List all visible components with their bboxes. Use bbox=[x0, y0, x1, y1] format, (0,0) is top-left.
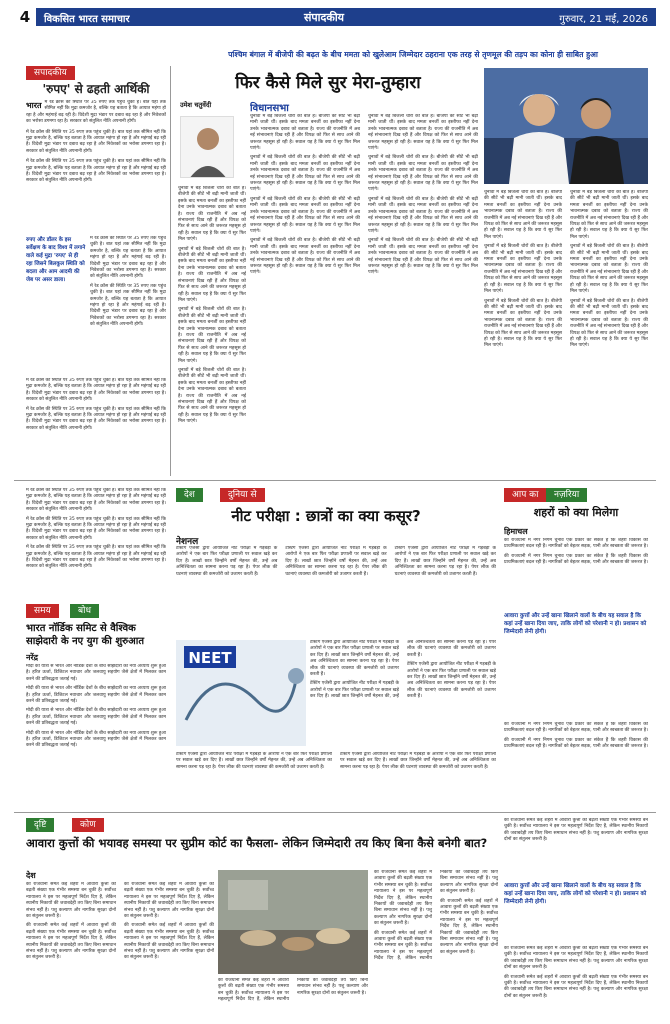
editorial-body-filler: में रेड क्रॉस की स्थिति पर 35 रुपए तक पहुंच चुकी है। बात यहां तक सीमित नहीं कि मुद्रा कमजोर है, बल्कि यह बताता है कि आयात महंगा हो रहा है और महंगाई बढ़ रही है। विदेशी मुद्रा भंडार पर दबाव बढ़ रहा है और निवेशकों का भरोसा डगमगा रहा है। सरकार को संतुलित नीति अपनानी होगी। bbox=[26, 129, 166, 154]
horizontal-rule-2 bbox=[14, 812, 656, 813]
editorial-bottom-text: में रेड क्रॉस की स्थिति पर 35 रुपए तक पहुंच चुकी है। बात यहां तक सीमित नहीं कि मुद्रा कमजोर है, बल्कि यह बताता है कि आयात महंगा हो रहा है और महंगाई बढ़ रही है। विदेशी मुद्रा भंडार पर दबाव बढ़ रहा है और निवेशकों का भरोसा डगमगा रहा है। सरकार को संतुलित नीति अपनानी होगी। में रेड क्रॉस की स्थिति पर 35 रुपए तक पहुंच चुकी है। बात यहां तक सीमित नहीं कि मुद्रा कमजोर है, बल्कि यह बताता है कि आयात महंगा हो रहा है और महंगाई बढ़ रही है। विदेशी मुद्रा भंडार पर दबाव बढ़ रहा है और निवेशकों का भरोसा डगमगा रहा है। सरकार को संतुलित नीति अपनानी होगी। bbox=[26, 378, 166, 431]
editorial-section-label: सपादकीय bbox=[26, 66, 75, 80]
author-photo bbox=[180, 116, 234, 178]
author-name: उमेश चतुर्वेदी bbox=[180, 101, 212, 109]
editorial-body-block bbox=[26, 100, 166, 233]
editorial-pull-quote: रुपए और डॉलर के इस सर्वेक्षण के बाद विश्व में लगाने वाले कई मुद्रा 'रुपए' से ही रहा जिसने बिलकुल स्थिति को बदला और आम आदमी की जेब पर असर डाला। bbox=[26, 237, 86, 283]
dogs-photo bbox=[218, 870, 368, 974]
editorial-body-filler-2: में रेड क्रॉस की स्थिति पर 35 रुपए तक पहुंच चुकी है। बात यहां तक सीमित नहीं कि मुद्रा कमजोर है, बल्कि यह बताता है कि आयात महंगा हो रहा है और महंगाई बढ़ रही है। विदेशी मुद्रा भंडार पर दबाव बढ़ रहा है और निवेशकों का भरोसा डगमगा रहा है। सरकार को संतुलित नीति अपनानी होगी। bbox=[26, 159, 166, 184]
neet-body-bottom: टेस्टिंग एजेंसी द्वारा आयोजित नीट परीक्षा में गड़बड़ी के आरोपों ने एक बार फिर परीक्षा प्रणाली पर सवाल खड़े कर दिए हैं। लाखों छात्र जिन्होंने वर्षों मेहनत की, उन्हें अब अनिश्चितता का सामना करना पड़ रहा है। पेपर लीक की घटनाएं व्यवस्था की कमजोरी को उजागर करती हैं। टेस्टिंग एजेंसी द्वारा आयोजित नीट परीक्षा में गड़बड़ी के आरोपों ने एक बार फिर परीक्षा प्रणाली पर सवाल खड़े कर दिए हैं। लाखों छात्र जिन्होंने वर्षों मेहनत की, उन्हें अब अनिश्चितता का सामना करना पड़ रहा है। पेपर लीक की घटनाएं व्यवस्था की कमजोरी को उजागर करती हैं। टेस्टिंग एजेंसी द्वारा आयोजित नीट परीक्षा में गड़बड़ी के आरोपों ने एक बार फिर परीक्षा प्रणाली पर सवाल खड़े कर दिए हैं। लाखों छात्र जिन्होंने वर्षों मेहनत की, उन्हें अब अनिश्चितता का सामना करना पड़ रहा है। पेपर लीक की घटनाएं व्यवस्था की कमजोरी को उजागर करती हैं। bbox=[310, 640, 496, 700]
page-number: 4 bbox=[14, 8, 36, 26]
nordic-dropcap: नरेंद्र bbox=[26, 653, 38, 662]
city-title: शहरों को क्या मिलेगा bbox=[533, 506, 619, 519]
neet-photo bbox=[176, 640, 306, 746]
nordic-body: मोदी की यात्रा से भारत और नॉर्डिक देशों के बीच साझेदारी का नया अध्याय शुरू हुआ है। हरित ऊर्जा, डिजिटल नवाचार और जलवायु सहयोग जैसे क्षेत्रों में मिलकर काम करने की प्रतिबद्धता जताई गई। मोदी की यात्रा से भारत और नॉर्डिक देशों के बीच साझेदारी का नया अध्याय शुरू हुआ है। हरित ऊर्जा, डिजिटल नवाचार और जलवायु सहयोग जैसे क्षेत्रों में मिलकर काम करने की प्रतिबद्धता जताई गई। मोदी की यात्रा से भारत और नॉर्डिक देशों के बीच साझेदारी का नया अध्याय शुरू हुआ है। हरित ऊर्जा, डिजिटल नवाचार और जलवायु सहयोग जैसे क्षेत्रों में मिलकर काम करने की प्रतिबद्धता जताई गई। मोदी की यात्रा से भारत और नॉर्डिक देशों के बीच साझेदारी का नया अध्याय शुरू हुआ है। हरित ऊर्जा, डिजिटल नवाचार और जलवायु सहयोग जैसे क्षेत्रों में मिलकर काम करने की प्रतिबद्धता जताई गई। bbox=[26, 664, 166, 749]
city-section-label: आप का bbox=[504, 488, 546, 502]
author-portrait-icon bbox=[181, 117, 234, 178]
horizontal-rule bbox=[14, 480, 656, 481]
dogs-section-label: दृष्टि bbox=[26, 818, 54, 832]
editorial-body: में रेड क्रॉस की स्थिति पर 35 रुपए तक पहुंच चुकी है। बात यहां तक सीमित नहीं कि मुद्रा कमजोर है, बल्कि यह बताता है कि आयात महंगा हो रहा है और महंगाई बढ़ रही है। विदेशी मुद्रा भंडार पर दबाव बढ़ रहा है और निवेशकों का भरोसा डगमगा रहा है। सरकार को संतुलित नीति अपनानी होगी। bbox=[26, 100, 166, 125]
banner-right-columns: चुनावों में बड़े बिजली चोरों की बात है। बीजेपी की सीटें भी बढ़ी मानी जाती थीं। इसके बाद ममता बनर्जी का इस्तीफा नहीं देना उनके भावनात्मक दबाव को बताता है। राज्य की राजनीति में अब नई संभावनाएं दिख रही हैं और विपक्ष को फिर से साथ आने की जरूरत महसूस हो रही है। सवाल यह है कि क्या ये सुर फिर मिल पाएंगे। चुनावों में बड़े बिजली चोरों की बात है। बीजेपी की सीटें भी बढ़ी मानी जाती थीं। इसके बाद ममता बनर्जी का इस्तीफा नहीं देना उनके भावनात्मक दबाव को बताता है। राज्य की राजनीति में अब नई संभावनाएं दिख रही हैं और विपक्ष को फिर से साथ आने की जरूरत महसूस हो रही है। सवाल यह है कि क्या ये सुर फिर मिल पाएंगे। चुनावों में बड़े बिजली चोरों की बात है। बीजेपी की सीटें भी बढ़ी मानी जाती थीं। इसके बाद ममता बनर्जी का इस्तीफा नहीं देना उनके भावनात्मक दबाव को बताता है। राज्य की राजनीति में अब नई संभावनाएं दिख रही हैं और विपक्ष को फिर से साथ आने की जरूरत महसूस हो रही है। सवाल यह है कि क्या ये सुर फिर मिल पाएंगे। चुनावों में बड़े बिजली चोरों की बात है। बीजेपी की सीटें भी बढ़ी मानी जाती थीं। इसके बाद ममता बनर्जी का इस्तीफा नहीं देना उनके भावनात्मक दबाव को बताता है। राज्य की राजनीति में अब नई संभावनाएं दिख रही हैं और विपक्ष को फिर से साथ आने की जरूरत महसूस हो रही है। सवाल यह है कि क्या ये सुर फिर मिल पाएंगे। चुनावों में बड़े बिजली चोरों की बात है। बीजेपी की सीटें भी बढ़ी मानी जाती थीं। इसके बाद ममता बनर्जी का इस्तीफा नहीं देना उनके भावनात्मक दबाव को बताता है। राज्य की राजनीति में अब नई संभावनाएं दिख रही हैं और विपक्ष को फिर से साथ आने की जरूरत महसूस हो रही है। सवाल यह है कि क्या ये सुर फिर मिल पाएंगे। चुनावों में बड़े बिजली चोरों की बात है। बीजेपी की सीटें भी बढ़ी मानी जाती थीं। इसके बाद ममता बनर्जी का इस्तीफा नहीं देना उनके भावनात्मक दबाव को बताता है। राज्य की राजनीति में अब नई संभावनाएं दिख रही हैं और विपक्ष को फिर से साथ आने की जरूरत महसूस हो रही है। सवाल यह है कि क्या ये सुर फिर मिल पाएंगे। bbox=[484, 190, 648, 349]
right-bottom-quote: आवारा कुत्तों और उन्हें खाना खिलाने वालों के बीच यह सवाल है कि कहां उन्हें खाना दिया जाए, ताकि लोगों को परेशानी न हो। प्रशासन को जिम्मेदारी लेनी होगी। bbox=[504, 883, 647, 905]
section-title: संपादकीय bbox=[304, 11, 345, 24]
editorial-lead: भारत bbox=[26, 101, 42, 110]
dogs-section-label-2: कोण bbox=[72, 818, 104, 832]
left-continuation: में रेड क्रॉस की स्थिति पर 35 रुपए तक पहुंच चुकी है। बात यहां तक सीमित नहीं कि मुद्रा कमजोर है, बल्कि यह बताता है कि आयात महंगा हो रहा है और महंगाई बढ़ रही है। विदेशी मुद्रा भंडार पर दबाव बढ़ रहा है और निवेशकों का भरोसा डगमगा रहा है। सरकार को संतुलित नीति अपनानी होगी। में रेड क्रॉस की स्थिति पर 35 रुपए तक पहुंच चुकी है। बात यहां तक सीमित नहीं कि मुद्रा कमजोर है, बल्कि यह बताता है कि आयात महंगा हो रहा है और महंगाई बढ़ रही है। विदेशी मुद्रा भंडार पर दबाव बढ़ रहा है और निवेशकों का भरोसा डगमगा रहा है। सरकार को संतुलित नीति अपनानी होगी। में रेड क्रॉस की स्थिति पर 35 रुपए तक पहुंच चुकी है। बात यहां तक सीमित नहीं कि मुद्रा कमजोर है, बल्कि यह बताता है कि आयात महंगा हो रहा है और महंगाई बढ़ रही है। विदेशी मुद्रा भंडार पर दबाव बढ़ रहा है और निवेशकों का भरोसा डगमगा रहा है। सरकार को संतुलित नीति अपनानी होगी। bbox=[26, 488, 166, 570]
stray-dogs-image bbox=[218, 870, 368, 974]
right-bottom-body: की राजधानी समेत कई शहरों में आवारा कुत्तों की बढ़ती संख्या एक गंभीर समस्या बन चुकी है। सर्वोच्च न्यायालय ने इस पर महत्वपूर्ण निर्देश दिए हैं, लेकिन स्थानीय निकायों की जवाबदेही तय किए बिना समाधान संभव नहीं है। पशु कल्याण और नागरिक सुरक्षा दोनों का संतुलन जरूरी है। bbox=[504, 818, 648, 843]
neet-section-label: देश bbox=[176, 488, 203, 502]
dogs-body-left: की राजधानी समेत कई शहरों में आवारा कुत्तों की बढ़ती संख्या एक गंभीर समस्या बन चुकी है। सर्वोच्च न्यायालय ने इस पर महत्वपूर्ण निर्देश दिए हैं, लेकिन स्थानीय निकायों की जवाबदेही तय किए बिना समाधान संभव नहीं है। पशु कल्याण और नागरिक सुरक्षा दोनों का संतुलन जरूरी है। की राजधानी समेत कई शहरों में आवारा कुत्तों की बढ़ती संख्या एक गंभीर समस्या बन चुकी है। सर्वोच्च न्यायालय ने इस पर महत्वपूर्ण निर्देश दिए हैं, लेकिन स्थानीय निकायों की जवाबदेही तय किए बिना समाधान संभव नहीं है। पशु कल्याण और नागरिक सुरक्षा दोनों का संतुलन जरूरी है। की राजधानी समेत कई शहरों में आवारा कुत्तों की बढ़ती संख्या एक गंभीर समस्या बन चुकी है। सर्वोच्च न्यायालय ने इस पर महत्वपूर्ण निर्देश दिए हैं, लेकिन स्थानीय निकायों की जवाबदेही तय किए बिना समाधान संभव नहीं है। पशु कल्याण और नागरिक सुरक्षा दोनों का संतुलन जरूरी है। की राजधानी समेत कई शहरों में आवारा कुत्तों की बढ़ती संख्या एक गंभीर समस्या बन चुकी है। सर्वोच्च न्यायालय ने इस पर महत्वपूर्ण निर्देश दिए हैं, लेकिन स्थानीय निकायों की जवाबदेही तय किए बिना समाधान संभव नहीं है। पशु कल्याण और नागरिक सुरक्षा दोनों का संतुलन जरूरी है। bbox=[26, 882, 214, 961]
nordic-section-label-2: बोध bbox=[70, 604, 99, 618]
issue-date: गुरुवार, 21 मई, 2026 bbox=[559, 14, 648, 25]
dogs-body-right: की राजधानी समेत कई शहरों में आवारा कुत्तों की बढ़ती संख्या एक गंभीर समस्या बन चुकी है। सर्वोच्च न्यायालय ने इस पर महत्वपूर्ण निर्देश दिए हैं, लेकिन स्थानीय निकायों की जवाबदेही तय किए बिना समाधान संभव नहीं है। पशु कल्याण और नागरिक सुरक्षा दोनों का संतुलन जरूरी है। की राजधानी समेत कई शहरों में आवारा कुत्तों की बढ़ती संख्या एक गंभीर समस्या बन चुकी है। सर्वोच्च न्यायालय ने इस पर महत्वपूर्ण निर्देश दिए हैं, लेकिन स्थानीय निकायों की जवाबदेही तय किए बिना समाधान संभव नहीं है। पशु कल्याण और नागरिक सुरक्षा दोनों का संतुलन जरूरी है। की राजधानी समेत कई शहरों में आवारा कुत्तों की बढ़ती संख्या एक गंभीर समस्या बन चुकी है। सर्वोच्च न्यायालय ने इस पर महत्वपूर्ण निर्देश दिए हैं, लेकिन स्थानीय निकायों की जवाबदेही तय किए बिना समाधान संभव नहीं है। पशु कल्याण और नागरिक सुरक्षा दोनों का संतुलन जरूरी है। bbox=[374, 870, 498, 962]
nordic-section-label: समय bbox=[26, 604, 59, 618]
city-section-label-2: नज़रिया bbox=[546, 488, 587, 502]
neet-dropcap: नेशनल bbox=[176, 537, 199, 547]
city-body: की राजधानी में नगर निगम चुनाव एक प्रकार का संकेत हैं कि शहरी विकास की प्राथमिकताएं बदल रही हैं। नागरिकों को बेहतर सड़क, पानी और स्वच्छता की जरूरत है। की राजधानी में नगर निगम चुनाव एक प्रकार का संकेत हैं कि शहरी विकास की प्राथमिकताएं बदल रही हैं। नागरिकों को बेहतर सड़क, पानी और स्वच्छता की जरूरत है। bbox=[504, 538, 648, 566]
banner-headline: फिर कैसे मिले सुर मेरा-तुम्हारा bbox=[235, 73, 421, 93]
publication-name: विकसित भारत समाचार bbox=[44, 14, 130, 25]
neet-body-end: टेस्टिंग एजेंसी द्वारा आयोजित नीट परीक्षा में गड़बड़ी के आरोपों ने एक बार फिर परीक्षा प्रणाली पर सवाल खड़े कर दिए हैं। लाखों छात्र जिन्होंने वर्षों मेहनत की, उन्हें अब अनिश्चितता का सामना करना पड़ रहा है। पेपर लीक की घटनाएं व्यवस्था की कमजोरी को उजागर करती हैं। टेस्टिंग एजेंसी द्वारा आयोजित नीट परीक्षा में गड़बड़ी के आरोपों ने एक बार फिर परीक्षा प्रणाली पर सवाल खड़े कर दिए हैं। लाखों छात्र जिन्होंने वर्षों मेहनत की, उन्हें अब अनिश्चितता का सामना करना पड़ रहा है। पेपर लीक की घटनाएं व्यवस्था की कमजोरी को उजागर करती हैं। bbox=[176, 752, 496, 770]
banner-body-columns: चुनावों में बड़े बिजली चोरों की बात है। बीजेपी की सीटें भी बढ़ी मानी जाती थीं। इसके बाद ममता बनर्जी का इस्तीफा नहीं देना उनके भावनात्मक दबाव को बताता है। राज्य की राजनीति में अब नई संभावनाएं दिख रही हैं और विपक्ष को फिर से साथ आने की जरूरत महसूस हो रही है। सवाल यह है कि क्या ये सुर फिर मिल पाएंगे। चुनावों में बड़े बिजली चोरों की बात है। बीजेपी की सीटें भी बढ़ी मानी जाती थीं। इसके बाद ममता बनर्जी का इस्तीफा नहीं देना उनके भावनात्मक दबाव को बताता है। राज्य की राजनीति में अब नई संभावनाएं दिख रही हैं और विपक्ष को फिर से साथ आने की जरूरत महसूस हो रही है। सवाल यह है कि क्या ये सुर फिर मिल पाएंगे। चुनावों में बड़े बिजली चोरों की बात है। बीजेपी की सीटें भी बढ़ी मानी जाती थीं। इसके बाद ममता बनर्जी का इस्तीफा नहीं देना उनके भावनात्मक दबाव को बताता है। राज्य की राजनीति में अब नई संभावनाएं दिख रही हैं और विपक्ष को फिर से साथ आने की जरूरत महसूस हो रही है। सवाल यह है कि क्या ये सुर फिर मिल पाएंगे। चुनावों में बड़े बिजली चोरों की बात है। बीजेपी की सीटें भी बढ़ी मानी जाती थीं। इसके बाद ममता बनर्जी का इस्तीफा नहीं देना उनके भावनात्मक दबाव को बताता है। राज्य की राजनीति में अब नई संभावनाएं दिख रही हैं और विपक्ष को फिर से साथ आने की जरूरत महसूस हो रही है। सवाल यह है कि क्या ये सुर फिर मिल पाएंगे। चुनावों में बड़े बिजली चोरों की बात है। बीजेपी की सीटें भी बढ़ी मानी जाती थीं। इसके बाद ममता बनर्जी का इस्तीफा नहीं देना उनके भावनात्मक दबाव को बताता है। राज्य की राजनीति में अब नई संभावनाएं दिख रही हैं और विपक्ष को फिर से साथ आने की जरूरत महसूस हो रही है। सवाल यह है कि क्या ये सुर फिर मिल पाएंगे। चुनावों में बड़े बिजली चोरों की बात है। बीजेपी की सीटें भी बढ़ी मानी जाती थीं। इसके बाद ममता बनर्जी का इस्तीफा नहीं देना उनके भावनात्मक दबाव को बताता है। राज्य की राजनीति में अब नई संभावनाएं दिख रही हैं और विपक्ष को फिर से साथ आने की जरूरत महसूस हो रही है। सवाल यह है कि क्या ये सुर फिर मिल पाएंगे। चुनावों में बड़े बिजली चोरों की बात है। बीजेपी की सीटें भी बढ़ी मानी जाती थीं। इसके बाद ममता बनर्जी का इस्तीफा नहीं देना उनके भावनात्मक दबाव को बताता है। राज्य की राजनीति में अब नई संभावनाएं दिख रही हैं और विपक्ष को फिर से साथ आने की जरूरत महसूस हो रही है। सवाल यह है कि क्या ये सुर फिर मिल पाएंगे। चुनावों में बड़े बिजली चोरों की बात है। बीजेपी की सीटें भी बढ़ी मानी जाती थीं। इसके बाद ममता बनर्जी का इस्तीफा नहीं देना उनके भावनात्मक दबाव को बताता है। राज्य की राजनीति में अब नई संभावनाएं दिख रही हैं और विपक्ष को फिर से साथ आने की जरूरत महसूस हो रही है। सवाल यह है कि क्या ये सुर फिर मिल पाएंगे। bbox=[250, 114, 478, 276]
nordic-title: भारत नॉर्डिक समिट से वैश्विक साझेदारी के नए युग की शुरुआत bbox=[26, 623, 145, 647]
banner-left-column: चुनावों में बड़े बिजली चोरों की बात है। बीजेपी की सीटें भी बढ़ी मानी जाती थीं। इसके बाद ममता बनर्जी का इस्तीफा नहीं देना उनके भावनात्मक दबाव को बताता है। राज्य की राजनीति में अब नई संभावनाएं दिख रही हैं और विपक्ष को फिर से साथ आने की जरूरत महसूस हो रही है। सवाल यह है कि क्या ये सुर फिर मिल पाएंगे। चुनावों में बड़े बिजली चोरों की बात है। बीजेपी की सीटें भी बढ़ी मानी जाती थीं। इसके बाद ममता बनर्जी का इस्तीफा नहीं देना उनके भावनात्मक दबाव को बताता है। राज्य की राजनीति में अब नई संभावनाएं दिख रही हैं और विपक्ष को फिर से साथ आने की जरूरत महसूस हो रही है। सवाल यह है कि क्या ये सुर फिर मिल पाएंगे। चुनावों में बड़े बिजली चोरों की बात है। बीजेपी की सीटें भी बढ़ी मानी जाती थीं। इसके बाद ममता बनर्जी का इस्तीफा नहीं देना उनके भावनात्मक दबाव को बताता है। राज्य की राजनीति में अब नई संभावनाएं दिख रही हैं और विपक्ष को फिर से साथ आने की जरूरत महसूस हो रही है। सवाल यह है कि क्या ये सुर फिर मिल पाएंगे। चुनावों में बड़े बिजली चोरों की बात है। बीजेपी की सीटें भी बढ़ी मानी जाती थीं। इसके बाद ममता बनर्जी का इस्तीफा नहीं देना उनके भावनात्मक दबाव को बताता है। राज्य की राजनीति में अब नई संभावनाएं दिख रही हैं और विपक्ष को फिर से साथ आने की जरूरत महसूस हो रही है। सवाल यह है कि क्या ये सुर फिर मिल पाएंगे। bbox=[178, 186, 246, 425]
neet-section-label-2: दुनिया से bbox=[220, 488, 265, 502]
right-bottom-body-2: की राजधानी समेत कई शहरों में आवारा कुत्तों की बढ़ती संख्या एक गंभीर समस्या बन चुकी है। सर्वोच्च न्यायालय ने इस पर महत्वपूर्ण निर्देश दिए हैं, लेकिन स्थानीय निकायों की जवाबदेही तय किए बिना समाधान संभव नहीं है। पशु कल्याण और नागरिक सुरक्षा दोनों का संतुलन जरूरी है। की राजधानी समेत कई शहरों में आवारा कुत्तों की बढ़ती संख्या एक गंभीर समस्या बन चुकी है। सर्वोच्च न्यायालय ने इस पर महत्वपूर्ण निर्देश दिए हैं, लेकिन स्थानीय निकायों की जवाबदेही तय किए बिना समाधान संभव नहीं है। पशु कल्याण और नागरिक सुरक्षा दोनों का संतुलन जरूरी है। bbox=[504, 946, 648, 999]
column-divider bbox=[170, 66, 171, 476]
banner-kicker: पश्चिम बंगाल में बीजेपी की बढ़त के बीच ममता को खुलेआम जिम्मेदार ठहराना एक तरह से तृणमूल की तड़प का कोना ही साबित हुआ bbox=[228, 50, 598, 59]
dogs-dropcap: देश bbox=[26, 871, 36, 880]
dogs-title: आवारा कुत्तों की भयावह समस्या पर सुप्रीम कोर्ट का फैसला- लेकिन जिम्मेदारी तय किए बिना कैसे बनेगी बात? bbox=[26, 836, 488, 850]
city-dropcap: हिमाचल bbox=[504, 527, 528, 536]
dogs-body-under: की राजधानी समेत कई शहरों में आवारा कुत्तों की बढ़ती संख्या एक गंभीर समस्या बन चुकी है। सर्वोच्च न्यायालय ने इस पर महत्वपूर्ण निर्देश दिए हैं, लेकिन स्थानीय निकायों की जवाबदेही तय किए बिना समाधान संभव नहीं है। पशु कल्याण और नागरिक सुरक्षा दोनों का संतुलन जरूरी है। bbox=[218, 978, 368, 1003]
city-pull-quote: आवारा कुत्तों और उन्हें खाना खिलाने वालों के बीच यह सवाल है कि कहां उन्हें खाना दिया जाए, ताकि लोगों को परेशानी न हो। प्रशासन को जिम्मेदारी लेनी होगी। bbox=[504, 613, 647, 635]
stethoscope-image bbox=[176, 640, 306, 746]
neet-title: नीट परीक्षा : छात्रों का क्या कसूर? bbox=[231, 507, 421, 525]
city-body-bottom: की राजधानी में नगर निगम चुनाव एक प्रकार का संकेत हैं कि शहरी विकास की प्राथमिकताएं बदल रही हैं। नागरिकों को बेहतर सड़क, पानी और स्वच्छता की जरूरत है। की राजधानी में नगर निगम चुनाव एक प्रकार का संकेत हैं कि शहरी विकास की प्राथमिकताएं बदल रही हैं। नागरिकों को बेहतर सड़क, पानी और स्वच्छता की जरूरत है। bbox=[504, 722, 648, 750]
leaders-photo bbox=[484, 68, 648, 184]
banner-dropcap: विधानसभा bbox=[250, 103, 289, 114]
editorial-title: 'रुपए' से ढहती आर्थिकी bbox=[42, 82, 150, 96]
editorial-side-text: में रेड क्रॉस की स्थिति पर 35 रुपए तक पहुंच चुकी है। बात यहां तक सीमित नहीं कि मुद्रा कमजोर है, बल्कि यह बताता है कि आयात महंगा हो रहा है और महंगाई बढ़ रही है। विदेशी मुद्रा भंडार पर दबाव बढ़ रहा है और निवेशकों का भरोसा डगमगा रहा है। सरकार को संतुलित नीति अपनानी होगी। में रेड क्रॉस की स्थिति पर 35 रुपए तक पहुंच चुकी है। बात यहां तक सीमित नहीं कि मुद्रा कमजोर है, बल्कि यह बताता है कि आयात महंगा हो रहा है और महंगाई बढ़ रही है। विदेशी मुद्रा भंडार पर दबाव बढ़ रहा है और निवेशकों का भरोसा डगमगा रहा है। सरकार को संतुलित नीति अपनानी होगी। bbox=[90, 236, 166, 328]
neet-image-label: NEET bbox=[188, 649, 232, 667]
neet-body-top: टेस्टिंग एजेंसी द्वारा आयोजित नीट परीक्षा में गड़बड़ी के आरोपों ने एक बार फिर परीक्षा प्रणाली पर सवाल खड़े कर दिए हैं। लाखों छात्र जिन्होंने वर्षों मेहनत की, उन्हें अब अनिश्चितता का सामना करना पड़ रहा है। पेपर लीक की घटनाएं व्यवस्था की कमजोरी को उजागर करती हैं। टेस्टिंग एजेंसी द्वारा आयोजित नीट परीक्षा में गड़बड़ी के आरोपों ने एक बार फिर परीक्षा प्रणाली पर सवाल खड़े कर दिए हैं। लाखों छात्र जिन्होंने वर्षों मेहनत की, उन्हें अब अनिश्चितता का सामना करना पड़ रहा है। पेपर लीक की घटनाएं व्यवस्था की कमजोरी को उजागर करती हैं। टेस्टिंग एजेंसी द्वारा आयोजित नीट परीक्षा में गड़बड़ी के आरोपों ने एक बार फिर परीक्षा प्रणाली पर सवाल खड़े कर दिए हैं। लाखों छात्र जिन्होंने वर्षों मेहनत की, उन्हें अब अनिश्चितता का सामना करना पड़ रहा है। पेपर लीक की घटनाएं व्यवस्था की कमजोरी को उजागर करती हैं। bbox=[176, 546, 496, 577]
banner-photo bbox=[484, 68, 648, 184]
page-header bbox=[14, 8, 656, 26]
